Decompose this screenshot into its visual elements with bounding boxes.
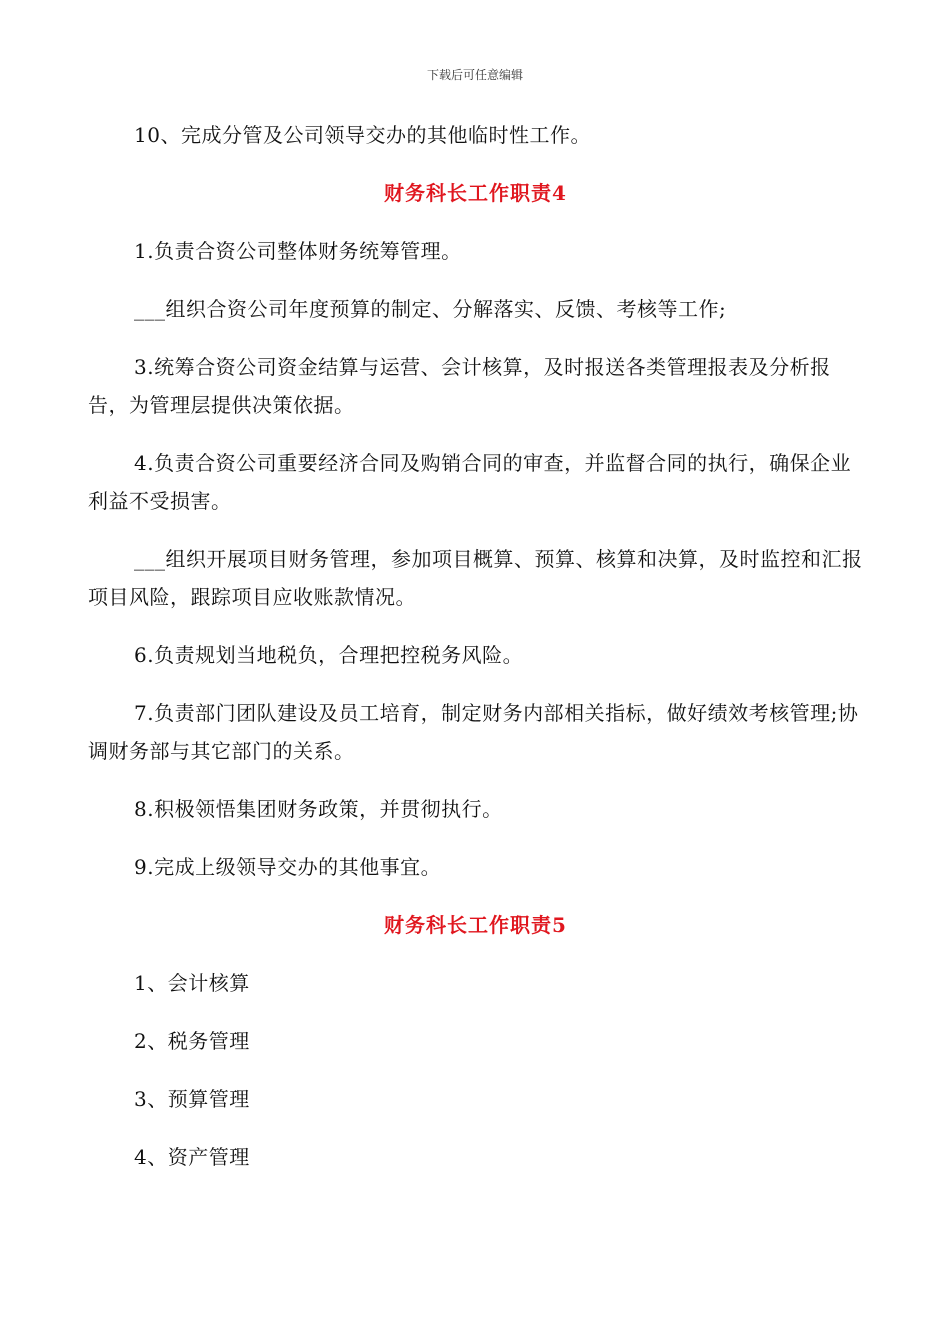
section-4-item-8: 8.积极领悟集团财务政策，并贯彻执行。 [134, 797, 503, 821]
section-4-item-6: 6.负责规划当地税负，合理把控税务风险。 [134, 643, 524, 667]
section-4-item-3: 3.统筹合资公司资金结算与运营、会计核算，及时报送各类管理报表及分析报告，为管理层提供决策依据。 [88, 355, 831, 417]
section-4-item-2: ___组织合资公司年度预算的制定、分解落实、反馈、考核等工作; [134, 297, 727, 321]
section-4-item-7: 7.负责部门团队建设及员工培育，制定财务内部相关指标，做好绩效考核管理;协调财务部与其它部门的关系。 [88, 701, 859, 763]
section-4-item-1: 1.负责合资公司整体财务统筹管理。 [134, 239, 462, 263]
paragraph-item-10: 10、完成分管及公司领导交办的其他临时性工作。 [134, 123, 591, 147]
section-4-item-5: ___组织开展项目财务管理，参加项目概算、预算、核算和决算，及时监控和汇报项目风险，跟踪项目应收账款情况。 [88, 547, 863, 609]
section-5-item-1: 1、会计核算 [134, 971, 250, 995]
section-5-title: 财务科长工作职责5 [384, 913, 567, 937]
section-4-item-9: 9.完成上级领导交办的其他事宜。 [134, 855, 442, 879]
section-5-item-2: 2、税务管理 [134, 1029, 250, 1053]
section-5-item-3: 3、预算管理 [134, 1087, 250, 1111]
section-5-item-4: 4、资产管理 [134, 1145, 250, 1169]
section-4-item-4: 4.负责合资公司重要经济合同及购销合同的审查，并监督合同的执行，确保企业利益不受损害。 [88, 451, 852, 513]
document-body [88, 116, 863, 1196]
header-note: 下载后可任意编辑 [426, 68, 523, 82]
section-4-title: 财务科长工作职责4 [384, 181, 567, 205]
